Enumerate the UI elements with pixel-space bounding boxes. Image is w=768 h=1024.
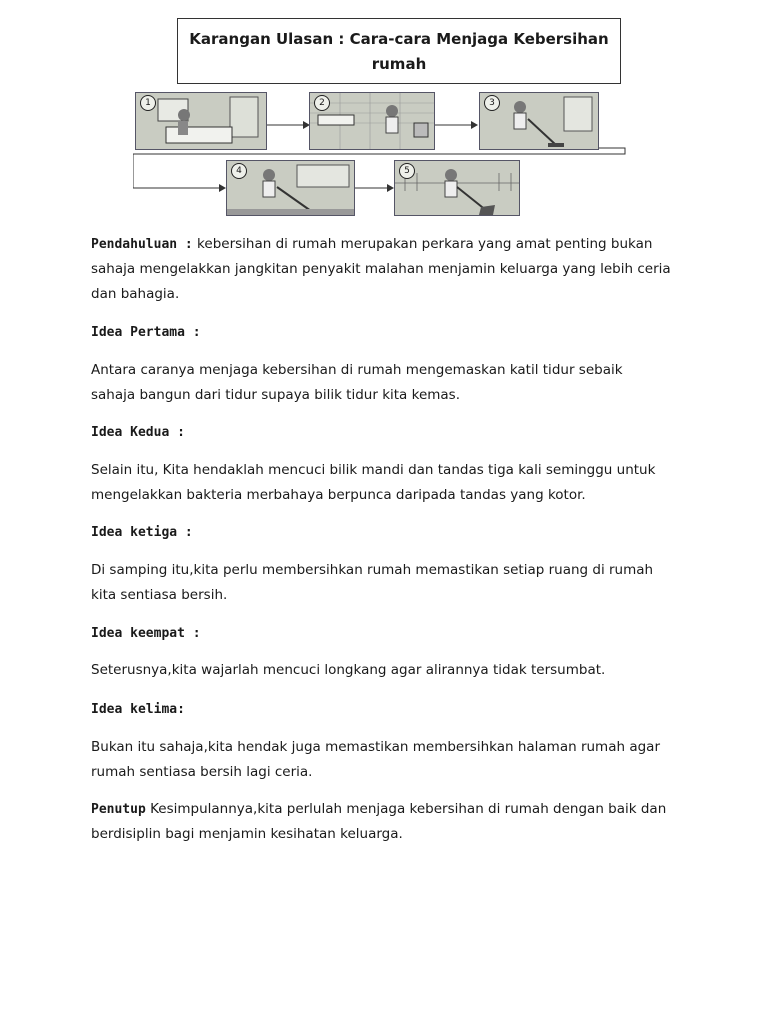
panel-5 — [394, 160, 520, 216]
idea-ketiga-paragraph — [91, 558, 691, 608]
illustration-strip — [133, 90, 633, 218]
panel-4-number: 4 — [231, 163, 247, 179]
pendahuluan-line-2: sahaja mengelakkan jangkitan penyakit malahan menjamin keluarga yang lebih ceria — [91, 261, 671, 277]
idea-kelima-heading: Idea kelima: — [91, 702, 185, 717]
penutup-line-2: berdisiplin bagi menjamin kesihatan keluarga. — [91, 826, 403, 842]
penutup-line-1: Kesimpulannya,kita perlulah menjaga kebersihan di rumah dengan baik dan — [150, 801, 667, 817]
idea-kedua-heading: Idea Kedua : — [91, 425, 185, 440]
idea-kedua-line-2: mengelakkan bakteria merbahaya berpunca daripada tandas yang kotor. — [91, 487, 586, 503]
idea-ketiga-line-2: kita sentiasa bersih. — [91, 587, 228, 603]
panel-3 — [479, 92, 599, 150]
penutup-paragraph — [91, 797, 691, 847]
idea-ketiga-line-1: Di samping itu,kita perlu membersihkan rumah memastikan setiap ruang di rumah — [91, 562, 654, 578]
panel-4 — [226, 160, 355, 216]
idea-kedua-line-1: Selain itu, Kita hendaklah mencuci bilik mandi dan tandas tiga kali seminggu untuk — [91, 462, 656, 478]
idea-keempat-line-1: Seterusnya,kita wajarlah mencuci longkang agar alirannya tidak tersumbat. — [91, 662, 606, 678]
panel-1 — [135, 92, 267, 150]
idea-pertama-paragraph — [91, 358, 691, 408]
panel-2-number: 2 — [314, 95, 330, 111]
pendahuluan-label: Pendahuluan : — [91, 237, 193, 252]
idea-keempat-heading: Idea keempat : — [91, 626, 201, 641]
idea-pertama-line-1: Antara caranya menjaga kebersihan di rumah mengemaskan katil tidur sebaik — [91, 362, 623, 378]
idea-kelima-line-1: Bukan itu sahaja,kita hendak juga memastikan membersihkan halaman rumah agar — [91, 739, 660, 755]
title-box — [177, 18, 621, 84]
pendahuluan-line-1: kebersihan di rumah merupakan perkara yang amat penting bukan — [197, 236, 653, 252]
idea-ketiga-heading: Idea ketiga : — [91, 525, 193, 540]
panel-2 — [309, 92, 435, 150]
pendahuluan-line-3: dan bahagia. — [91, 286, 180, 302]
idea-pertama-heading: Idea Pertama : — [91, 325, 201, 340]
idea-keempat-paragraph — [91, 658, 691, 683]
pendahuluan-paragraph — [91, 232, 691, 307]
panel-3-number: 3 — [484, 95, 500, 111]
penutup-label: Penutup — [91, 802, 146, 817]
panel-1-number: 1 — [140, 95, 156, 111]
title-line-1: Karangan Ulasan : Cara-cara Menjaga Kebersihan — [189, 30, 609, 48]
idea-pertama-line-2: sahaja bangun dari tidur supaya bilik tidur kita kemas. — [91, 387, 461, 403]
idea-kelima-paragraph — [91, 735, 691, 785]
idea-kedua-paragraph — [91, 458, 691, 508]
idea-kelima-line-2: rumah sentiasa bersih lagi ceria. — [91, 764, 313, 780]
panel-5-number: 5 — [399, 163, 415, 179]
title-line-2: rumah — [371, 55, 427, 73]
